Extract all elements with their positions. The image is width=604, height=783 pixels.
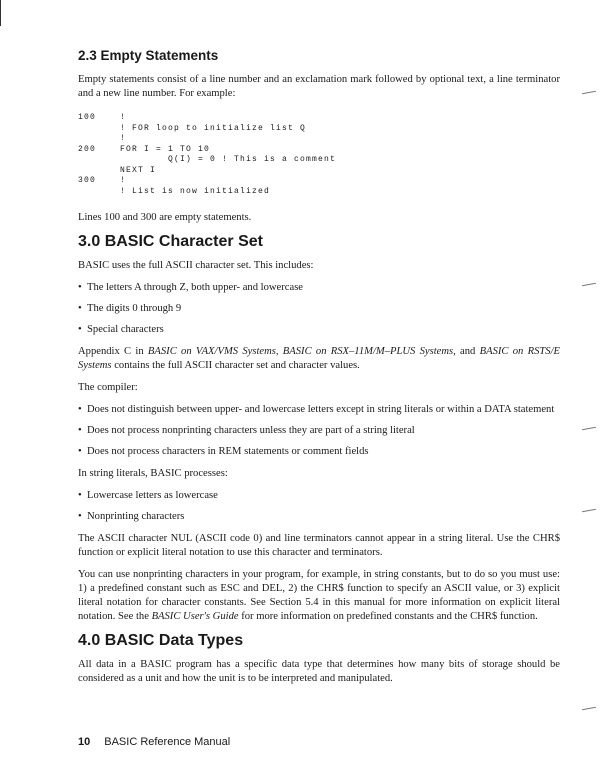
code-line	[78, 134, 560, 145]
section-2-3-heading: 2.3 Empty Statements	[78, 48, 219, 63]
section-3-0-heading: 3.0 BASIC Character Set	[78, 233, 263, 250]
compiler-intro: The compiler:	[78, 382, 138, 393]
scan-edge-mark	[0, 0, 1, 26]
code-text: Q(I) = 0 ! This is a comment	[120, 155, 337, 164]
text-run: Appendix C in	[78, 346, 148, 357]
code-text: !	[120, 113, 127, 122]
margin-mark	[582, 283, 596, 286]
text-run: and	[455, 346, 480, 357]
manual-title-ref: BASIC on VAX/VMS Systems, BASIC on RSX–11M/M–PLUS Systems,	[147, 346, 456, 357]
compiler-list	[78, 403, 560, 459]
literals-intro: In string literals, BASIC processes:	[78, 468, 228, 479]
list-item: • Special characters	[78, 323, 560, 337]
list-item: • Lowercase letters as lowercase	[78, 489, 560, 503]
section-4-0-heading: 4.0 BASIC Data Types	[78, 632, 244, 649]
manual-title: BASIC Reference Manual	[104, 736, 231, 748]
list-item: • Nonprinting characters	[78, 510, 560, 524]
code-text: ! List is now initialized	[120, 186, 271, 196]
code-line	[78, 187, 560, 198]
code-line	[78, 124, 560, 135]
section-4-0-intro: All data in a BASIC program has a specific data type that determines how many bits of storage should be considered as a unit and how the unit is to be interpreted and manipulated.	[78, 659, 560, 684]
code-text: NEXT I	[120, 165, 157, 175]
section-3-0-intro: BASIC uses the full ASCII character set. This includes:	[78, 260, 314, 271]
nonprinting-paragraph	[78, 568, 560, 624]
list-item: • Does not process characters in REM statements or comment fields	[78, 445, 560, 459]
code-text: ! FOR loop to initialize list Q	[120, 123, 307, 133]
code-text: FOR I = 1 TO 10	[120, 144, 211, 154]
list-item: • Does not distinguish between upper- and lowercase letters except in string literals or within a DATA statement	[78, 403, 560, 417]
code-line	[78, 113, 560, 124]
code-text: !	[120, 176, 127, 185]
character-set-list	[78, 281, 560, 337]
page-number: 10	[78, 736, 91, 748]
manual-title-ref: BASIC on RSTS/E Systems	[78, 346, 560, 371]
nul-paragraph: The ASCII character NUL (ASCII code 0) and line terminators cannot appear in a string literal. Use the CHR$ function or explicit literal notation to use this character and terminators.	[78, 533, 560, 558]
code-line	[78, 176, 560, 187]
section-2-3-outro: Lines 100 and 300 are empty statements.	[78, 212, 252, 223]
list-item: • The digits 0 through 9	[78, 302, 560, 316]
code-line	[78, 155, 560, 166]
section-2-3-intro: Empty statements consist of a line number and an exclamation mark followed by optional text, a line terminator and a new line number. For example:	[78, 74, 560, 99]
margin-mark	[582, 427, 596, 430]
code-text: !	[120, 134, 127, 143]
text-run: contains the full ASCII character set and character values.	[111, 360, 360, 371]
margin-mark	[582, 91, 596, 94]
literals-list	[78, 489, 560, 524]
line-number: 300	[78, 176, 97, 185]
code-example	[78, 113, 560, 197]
document-page	[78, 44, 560, 694]
appendix-paragraph	[78, 345, 560, 373]
line-number: 200	[78, 144, 97, 154]
code-line	[78, 145, 560, 156]
list-item: • The letters A through Z, both upper- and lowercase	[78, 281, 560, 295]
manual-title-ref: BASIC User's Guide	[151, 611, 239, 622]
line-number: 100	[78, 113, 97, 122]
code-line	[78, 166, 560, 177]
text-run: You can use nonprinting characters in your program, for example, in string constants, but to do so you must use: 1) a predefined constant such as ESC and DEL, 2) the CHR$ function to specify an ASCII value, or 3) explicit literal notation for character constants. See Section 5.4 in this manual for more information on explicit literal notation. See the	[78, 569, 560, 622]
margin-mark	[582, 707, 596, 710]
page-footer	[78, 736, 230, 748]
margin-mark	[582, 509, 596, 512]
text-run: for more information on predefined constants and the CHR$ function.	[238, 611, 538, 622]
list-item: • Does not process nonprinting characters unless they are part of a string literal	[78, 424, 560, 438]
